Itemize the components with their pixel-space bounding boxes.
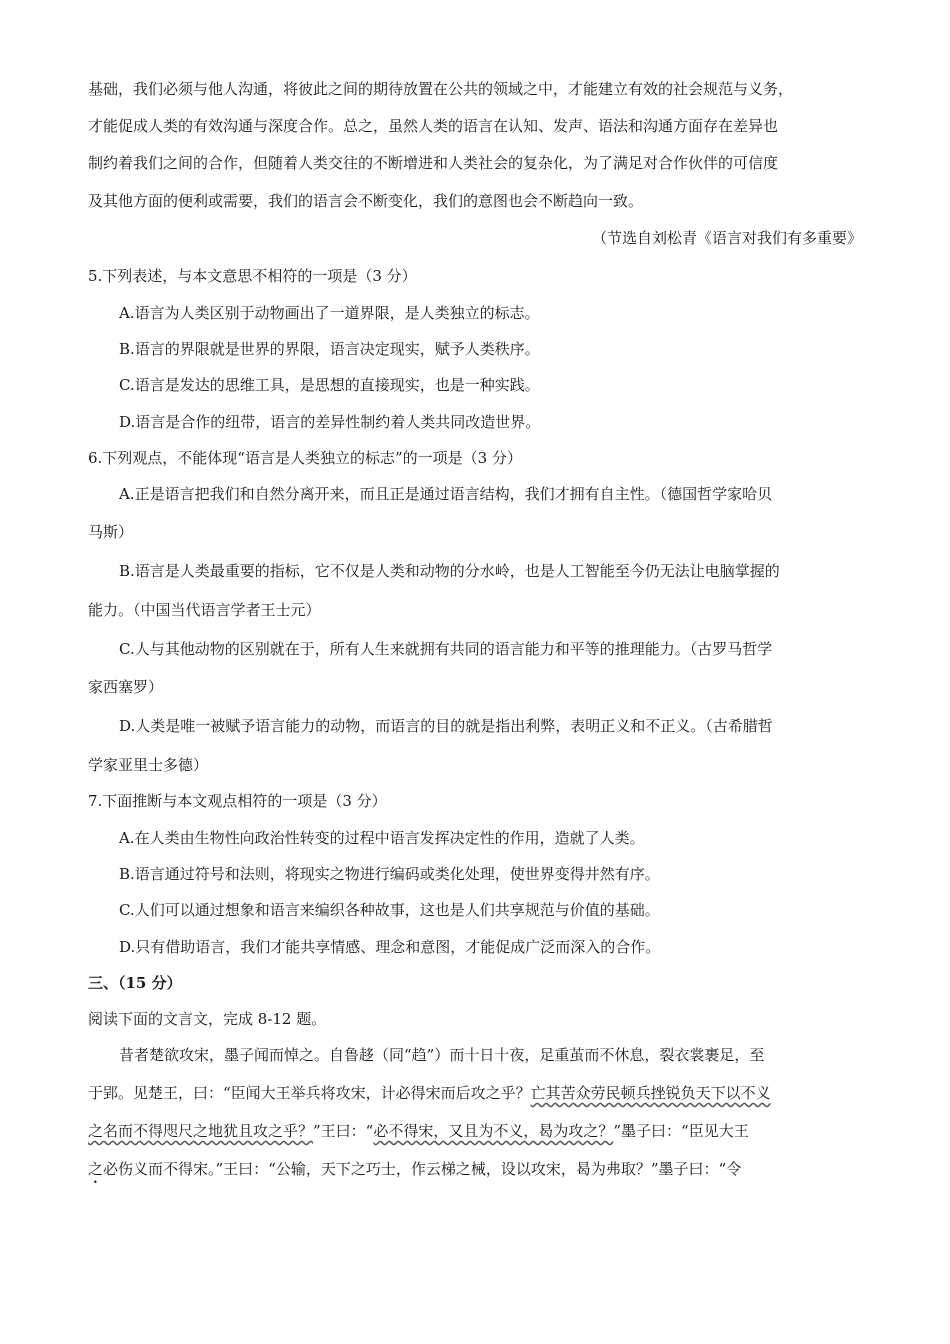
underlined-sentence: 必不得宋，又且为不义，曷为攻之？ bbox=[373, 1122, 614, 1140]
section-3-instruction: 阅读下面的文言文，完成 8-12 题。 bbox=[88, 1010, 327, 1028]
classical-text-line bbox=[88, 1158, 741, 1187]
q7-option-a: A.在人类由生物性向政治性转变的过程中语言发挥决定性的作用，造就了人类。 bbox=[119, 829, 645, 847]
classical-text-line: 昔者楚欲攻宋，墨子闻而悼之。自鲁趍（同“趋”）而十日十夜，足重茧而不休息，裂衣裳裹足，至 bbox=[119, 1046, 765, 1064]
passage-line: 制约着我们之间的合作，但随着人类交往的不断增进和人类社会的复杂化，为了满足对合作伙伴的可信度 bbox=[88, 154, 779, 172]
q6-option-c: C.人与其他动物的区别就在于，所有人生来就拥有共同的语言能力和平等的推理能力。（古罗马哲学 bbox=[119, 640, 773, 658]
q5-option-c: C.语言是发达的思维工具，是思想的直接现实，也是一种实践。 bbox=[119, 376, 540, 394]
q6-option-a-cont: 马斯） bbox=[88, 523, 134, 541]
q7-option-c: C.人们可以通过想象和语言来编织各种故事，这也是人们共享规范与价值的基础。 bbox=[119, 901, 660, 919]
passage-line: 基础，我们必须与他人沟通，将彼此之间的期待放置在公共的领域之中，才能建立有效的社会规范与义务， bbox=[88, 80, 794, 98]
section-3-heading: 三、（15 分） bbox=[88, 974, 182, 992]
q6-option-b-cont: 能力。（中国当代语言学者王士元） bbox=[88, 601, 321, 619]
q6-option-c-cont: 家西塞罗） bbox=[88, 678, 164, 696]
q5-option-d: D.语言是合作的纽带，语言的差异性制约着人类共同改造世界。 bbox=[119, 413, 541, 431]
q6-option-b: B.语言是人类最重要的指标，它不仅是人类和动物的分水岭，也是人工智能至今仍无法让电脑掌握的 bbox=[119, 562, 780, 580]
q7-option-b: B.语言通过符号和法则，将现实之物进行编码或类化处理，使世界变得井然有序。 bbox=[119, 865, 660, 883]
classical-text-span: 必伤义而不得宋。”王曰：“公输，天下之巧士，作云梯之械，设以攻宋，曷为弗取？”墨子曰：“令 bbox=[103, 1160, 742, 1178]
q6-option-a: A.正是语言把我们和自然分离开来，而且正是通过语言结构，我们才拥有自主性。（德国哲学家哈贝 bbox=[119, 485, 773, 503]
question-5-stem: 5.下列表述，与本文意思不相符的一项是（3 分） bbox=[88, 267, 417, 285]
question-7-stem: 7.下面推断与本文观点相符的一项是（3 分） bbox=[88, 792, 387, 810]
classical-text-span: ”墨子曰：“臣见大王 bbox=[613, 1122, 749, 1140]
classical-text-line bbox=[88, 1120, 749, 1142]
wavy-underlined-text: 之名而不得咫尺之地犹且攻之乎？ bbox=[88, 1122, 314, 1140]
classical-text-line bbox=[88, 1082, 771, 1104]
classical-text-span: ”王曰：“ bbox=[313, 1122, 374, 1140]
passage-line: 及其他方面的便利或需要，我们的语言会不断变化，我们的意图也会不断趋向一致。 bbox=[88, 192, 644, 210]
q6-option-d: D.人类是唯一被赋予语言能力的动物，而语言的目的就是指出利弊，表明正义和不正义。（古希腊哲 bbox=[119, 717, 773, 735]
question-6-stem: 6.下列观点，不能体现“语言是人类独立的标志”的一项是（3 分） bbox=[88, 449, 522, 467]
q5-option-b: B.语言的界限就是世界的界限，语言决定现实，赋予人类秩序。 bbox=[119, 340, 540, 358]
q6-option-d-cont: 学家亚里士多德） bbox=[88, 756, 209, 774]
q7-option-d: D.只有借助语言，我们才能共享情感、理念和意图，才能促成广泛而深入的合作。 bbox=[119, 938, 661, 956]
classical-text-span: 于郢。见楚王，曰：“臣闻大王举兵将攻宋，计必得宋而后攻之乎？ bbox=[88, 1084, 531, 1102]
q5-option-a: A.语言为人类区别于动物画出了一道界限，是人类独立的标志。 bbox=[119, 304, 540, 322]
wavy-underlined-text: 亡其苦众劳民顿兵挫锐负天下以不义 bbox=[530, 1084, 771, 1102]
emphasis-dot-char: 之 bbox=[88, 1160, 104, 1178]
source-citation: （节选自刘松青《语言对我们有多重要》 bbox=[591, 229, 862, 247]
passage-line: 才能促成人类的有效沟通与深度合作。总之，虽然人类的语言在认知、发声、语法和沟通方面存在差异也 bbox=[88, 117, 779, 135]
